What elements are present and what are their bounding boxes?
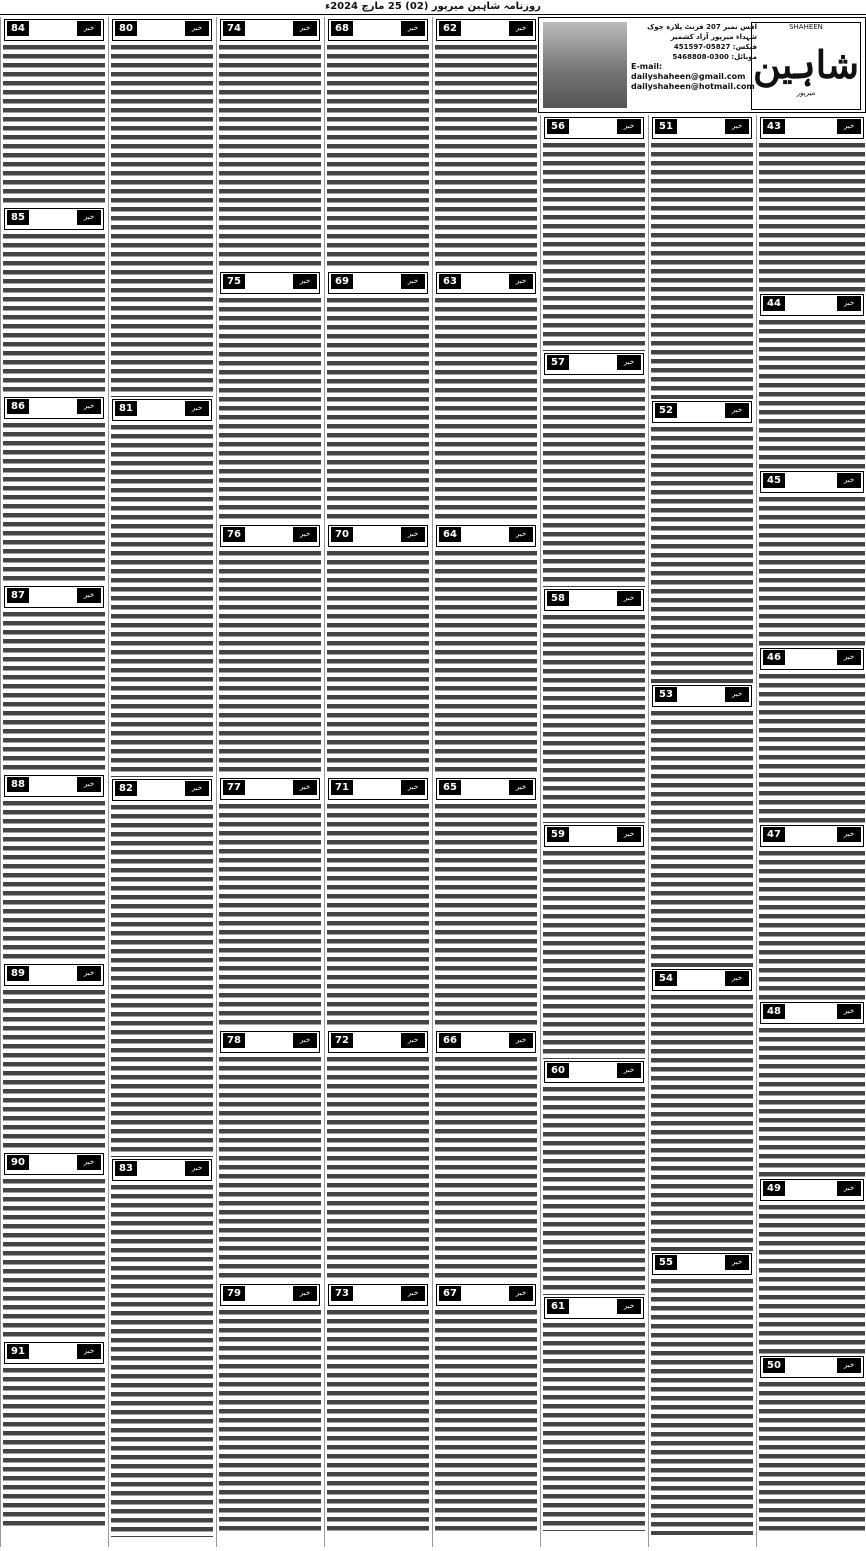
email-primary: dailyshaheen@gmail.com bbox=[631, 72, 746, 81]
column-4 bbox=[432, 17, 539, 1547]
masthead-latin: SHAHEEN bbox=[789, 23, 823, 31]
news-item-label: خبر bbox=[401, 780, 425, 795]
news-item-body bbox=[217, 1055, 323, 1282]
news-item-number: 90 bbox=[7, 1155, 29, 1170]
news-item-header bbox=[652, 1253, 752, 1275]
news-item-label: خبر bbox=[77, 1344, 101, 1359]
news-item-body bbox=[217, 802, 323, 1029]
news-item-header bbox=[328, 525, 428, 547]
news-item-label: خبر bbox=[293, 1033, 317, 1048]
news-item-header bbox=[220, 1031, 320, 1053]
news-item-number: 66 bbox=[439, 1033, 461, 1048]
column-6 bbox=[216, 17, 323, 1547]
email-label: E-mail: bbox=[631, 62, 663, 71]
news-item-label: خبر bbox=[837, 119, 861, 134]
news-item-body bbox=[1, 610, 107, 773]
news-item-number: 79 bbox=[223, 1286, 245, 1301]
news-item-number: 47 bbox=[763, 827, 785, 842]
news-item-label: خبر bbox=[293, 780, 317, 795]
news-item-label: خبر bbox=[837, 650, 861, 665]
news-item-number: 86 bbox=[7, 399, 29, 414]
news-item-header bbox=[544, 117, 644, 139]
news-item-number: 85 bbox=[7, 210, 29, 225]
news-item-number: 57 bbox=[547, 355, 569, 370]
news-item-label: خبر bbox=[837, 1358, 861, 1373]
news-item-body bbox=[541, 613, 647, 823]
news-item-body bbox=[1, 1177, 107, 1340]
news-item-header bbox=[544, 1297, 644, 1319]
newspaper-logo bbox=[751, 22, 861, 110]
news-item-body bbox=[109, 1183, 215, 1537]
news-item-number: 89 bbox=[7, 966, 29, 981]
news-item-body bbox=[757, 141, 866, 292]
news-item-body bbox=[109, 43, 215, 397]
news-item-header bbox=[544, 1061, 644, 1083]
news-item-number: 77 bbox=[223, 780, 245, 795]
news-item-label: خبر bbox=[837, 296, 861, 311]
news-item-label: خبر bbox=[401, 274, 425, 289]
news-item-label: خبر bbox=[725, 403, 749, 418]
news-item-number: 46 bbox=[763, 650, 785, 665]
news-item-label: خبر bbox=[837, 1004, 861, 1019]
news-item-number: 80 bbox=[115, 21, 137, 36]
news-item-header bbox=[436, 778, 536, 800]
news-item-body bbox=[217, 43, 323, 270]
news-item-body bbox=[1, 1366, 107, 1529]
column-7 bbox=[108, 17, 215, 1547]
mobile-number: 0300-5468808 bbox=[672, 53, 729, 61]
news-item-body bbox=[325, 1055, 431, 1282]
news-item-label: خبر bbox=[293, 527, 317, 542]
news-item-header bbox=[436, 525, 536, 547]
news-item-number: 69 bbox=[331, 274, 353, 289]
news-item-header bbox=[760, 825, 864, 847]
news-item-body bbox=[433, 1308, 539, 1535]
news-item-header bbox=[4, 1342, 104, 1364]
news-item-body bbox=[1, 232, 107, 395]
news-item-body bbox=[757, 849, 866, 1000]
masthead-subtitle: میرپور bbox=[796, 89, 816, 97]
news-item-header bbox=[112, 19, 212, 41]
news-item-label: خبر bbox=[725, 1255, 749, 1270]
news-item-label: خبر bbox=[837, 827, 861, 842]
news-item-number: 61 bbox=[547, 1299, 569, 1314]
news-item-body bbox=[541, 849, 647, 1059]
news-item-label: خبر bbox=[401, 1286, 425, 1301]
news-item-body bbox=[433, 802, 539, 1029]
news-item-body bbox=[433, 296, 539, 523]
news-item-label: خبر bbox=[77, 210, 101, 225]
column-5 bbox=[324, 17, 431, 1547]
news-item-header bbox=[112, 1159, 212, 1181]
news-item-header bbox=[4, 19, 104, 41]
news-item-number: 87 bbox=[7, 588, 29, 603]
news-item-number: 50 bbox=[763, 1358, 785, 1373]
news-item-body bbox=[325, 1308, 431, 1535]
news-item-header bbox=[544, 353, 644, 375]
fax-number: 05827-451597 bbox=[673, 43, 731, 51]
news-item-body bbox=[433, 549, 539, 776]
news-item-label: خبر bbox=[293, 274, 317, 289]
news-item-label: خبر bbox=[837, 1181, 861, 1196]
news-item-number: 44 bbox=[763, 296, 785, 311]
news-item-number: 55 bbox=[655, 1255, 677, 1270]
news-item-body bbox=[433, 43, 539, 270]
news-item-label: خبر bbox=[617, 591, 641, 606]
news-item-header bbox=[328, 19, 428, 41]
fax-label: فیکس: bbox=[732, 43, 757, 51]
news-item-number: 72 bbox=[331, 1033, 353, 1048]
news-item-body bbox=[325, 802, 431, 1029]
news-item-header bbox=[436, 1031, 536, 1053]
news-item-label: خبر bbox=[77, 588, 101, 603]
news-item-number: 67 bbox=[439, 1286, 461, 1301]
news-item-header bbox=[4, 586, 104, 608]
news-item-number: 88 bbox=[7, 777, 29, 792]
news-item-header bbox=[220, 1284, 320, 1306]
news-item-label: خبر bbox=[401, 527, 425, 542]
news-item-label: خبر bbox=[509, 1286, 533, 1301]
news-item-body bbox=[433, 1055, 539, 1282]
news-item-body bbox=[541, 1085, 647, 1295]
news-item-header bbox=[652, 117, 752, 139]
news-item-label: خبر bbox=[509, 1033, 533, 1048]
news-item-body bbox=[649, 709, 755, 967]
email-secondary: dailyshaheen@hotmail.com bbox=[631, 82, 755, 91]
news-item-header bbox=[760, 294, 864, 316]
news-item-body bbox=[1, 421, 107, 584]
news-item-number: 71 bbox=[331, 780, 353, 795]
news-item-number: 91 bbox=[7, 1344, 29, 1359]
news-item-header bbox=[112, 399, 212, 421]
news-item-number: 52 bbox=[655, 403, 677, 418]
news-item-header bbox=[760, 1179, 864, 1201]
news-item-label: خبر bbox=[293, 21, 317, 36]
news-item-number: 56 bbox=[547, 119, 569, 134]
news-item-number: 83 bbox=[115, 1161, 137, 1176]
news-item-label: خبر bbox=[725, 687, 749, 702]
news-item-header bbox=[4, 775, 104, 797]
news-item-body bbox=[1, 799, 107, 962]
page-dateline: روزنامہ شاہین میرپور (02) 25 مارچ 2024ء bbox=[0, 0, 866, 15]
news-item-body bbox=[325, 296, 431, 523]
news-item-header bbox=[328, 778, 428, 800]
news-item-label: خبر bbox=[725, 119, 749, 134]
news-item-number: 53 bbox=[655, 687, 677, 702]
news-item-number: 84 bbox=[7, 21, 29, 36]
news-item-header bbox=[760, 648, 864, 670]
news-item-body bbox=[325, 549, 431, 776]
news-item-body bbox=[757, 495, 866, 646]
news-item-header bbox=[328, 272, 428, 294]
news-item-header bbox=[220, 272, 320, 294]
news-item-number: 64 bbox=[439, 527, 461, 542]
news-item-label: خبر bbox=[77, 1155, 101, 1170]
news-item-header bbox=[112, 779, 212, 801]
news-item-body bbox=[541, 1321, 647, 1531]
news-item-header bbox=[652, 685, 752, 707]
news-item-header bbox=[652, 401, 752, 423]
news-item-body bbox=[109, 803, 215, 1157]
news-item-label: خبر bbox=[77, 399, 101, 414]
news-item-body bbox=[649, 425, 755, 683]
news-item-number: 74 bbox=[223, 21, 245, 36]
news-item-body bbox=[541, 141, 647, 351]
news-item-body bbox=[649, 1277, 755, 1535]
news-item-number: 49 bbox=[763, 1181, 785, 1196]
masthead bbox=[538, 17, 866, 113]
news-item-header bbox=[760, 1356, 864, 1378]
news-item-header bbox=[328, 1284, 428, 1306]
news-item-header bbox=[328, 1031, 428, 1053]
office-address: آفس نمبر 207 فرنٹ پلازہ چوک شہداء میرپور آزاد کشمیر bbox=[647, 23, 757, 41]
news-item-label: خبر bbox=[293, 1286, 317, 1301]
news-item-label: خبر bbox=[725, 971, 749, 986]
news-item-label: خبر bbox=[185, 781, 209, 796]
news-item-number: 82 bbox=[115, 781, 137, 796]
news-item-body bbox=[1, 43, 107, 206]
news-item-label: خبر bbox=[185, 401, 209, 416]
news-item-header bbox=[4, 964, 104, 986]
news-item-number: 45 bbox=[763, 473, 785, 488]
news-item-header bbox=[652, 969, 752, 991]
news-item-header bbox=[544, 825, 644, 847]
news-item-header bbox=[220, 525, 320, 547]
news-item-body bbox=[757, 318, 866, 469]
news-item-body bbox=[757, 672, 866, 823]
news-item-label: خبر bbox=[509, 780, 533, 795]
news-item-header bbox=[220, 778, 320, 800]
news-item-label: خبر bbox=[617, 827, 641, 842]
news-item-header bbox=[544, 589, 644, 611]
news-item-body bbox=[757, 1380, 866, 1531]
column-2 bbox=[648, 115, 755, 1547]
news-item-number: 63 bbox=[439, 274, 461, 289]
news-item-number: 75 bbox=[223, 274, 245, 289]
news-item-number: 76 bbox=[223, 527, 245, 542]
news-item-body bbox=[325, 43, 431, 270]
news-item-body bbox=[217, 296, 323, 523]
news-item-body bbox=[757, 1026, 866, 1177]
news-item-body bbox=[649, 993, 755, 1251]
column-3 bbox=[540, 115, 647, 1547]
news-item-label: خبر bbox=[77, 777, 101, 792]
masthead-photo bbox=[543, 22, 627, 108]
news-item-body bbox=[1, 988, 107, 1151]
news-item-label: خبر bbox=[509, 274, 533, 289]
news-item-label: خبر bbox=[77, 966, 101, 981]
news-item-number: 43 bbox=[763, 119, 785, 134]
column-1 bbox=[756, 115, 866, 1547]
news-item-label: خبر bbox=[185, 21, 209, 36]
news-item-header bbox=[436, 272, 536, 294]
news-item-number: 73 bbox=[331, 1286, 353, 1301]
news-item-body bbox=[649, 141, 755, 399]
news-item-header bbox=[436, 1284, 536, 1306]
news-item-number: 70 bbox=[331, 527, 353, 542]
news-item-number: 78 bbox=[223, 1033, 245, 1048]
news-item-header bbox=[220, 19, 320, 41]
news-item-header bbox=[760, 1002, 864, 1024]
column-8 bbox=[0, 17, 107, 1547]
news-item-label: خبر bbox=[509, 21, 533, 36]
news-item-label: خبر bbox=[837, 473, 861, 488]
news-item-header bbox=[760, 471, 864, 493]
news-item-header bbox=[4, 397, 104, 419]
news-item-header bbox=[760, 117, 864, 139]
news-item-body bbox=[757, 1203, 866, 1354]
news-item-label: خبر bbox=[401, 21, 425, 36]
news-item-body bbox=[109, 423, 215, 777]
news-item-body bbox=[541, 377, 647, 587]
news-item-label: خبر bbox=[617, 355, 641, 370]
news-item-number: 48 bbox=[763, 1004, 785, 1019]
news-item-label: خبر bbox=[617, 1299, 641, 1314]
news-item-number: 60 bbox=[547, 1063, 569, 1078]
news-item-number: 81 bbox=[115, 401, 137, 416]
mobile-label: موبائل: bbox=[731, 53, 757, 61]
news-item-label: خبر bbox=[401, 1033, 425, 1048]
news-item-number: 51 bbox=[655, 119, 677, 134]
news-item-label: خبر bbox=[617, 1063, 641, 1078]
news-item-number: 65 bbox=[439, 780, 461, 795]
news-item-header bbox=[4, 1153, 104, 1175]
news-item-header bbox=[4, 208, 104, 230]
news-item-body bbox=[217, 1308, 323, 1535]
news-item-number: 54 bbox=[655, 971, 677, 986]
news-item-number: 59 bbox=[547, 827, 569, 842]
news-item-number: 58 bbox=[547, 591, 569, 606]
masthead-title: شاہین bbox=[752, 42, 860, 87]
news-item-number: 68 bbox=[331, 21, 353, 36]
news-item-body bbox=[217, 549, 323, 776]
masthead-contact bbox=[631, 22, 757, 108]
news-item-label: خبر bbox=[185, 1161, 209, 1176]
news-item-label: خبر bbox=[509, 527, 533, 542]
news-item-label: خبر bbox=[77, 21, 101, 36]
news-item-number: 62 bbox=[439, 21, 461, 36]
news-item-label: خبر bbox=[617, 119, 641, 134]
news-item-header bbox=[436, 19, 536, 41]
